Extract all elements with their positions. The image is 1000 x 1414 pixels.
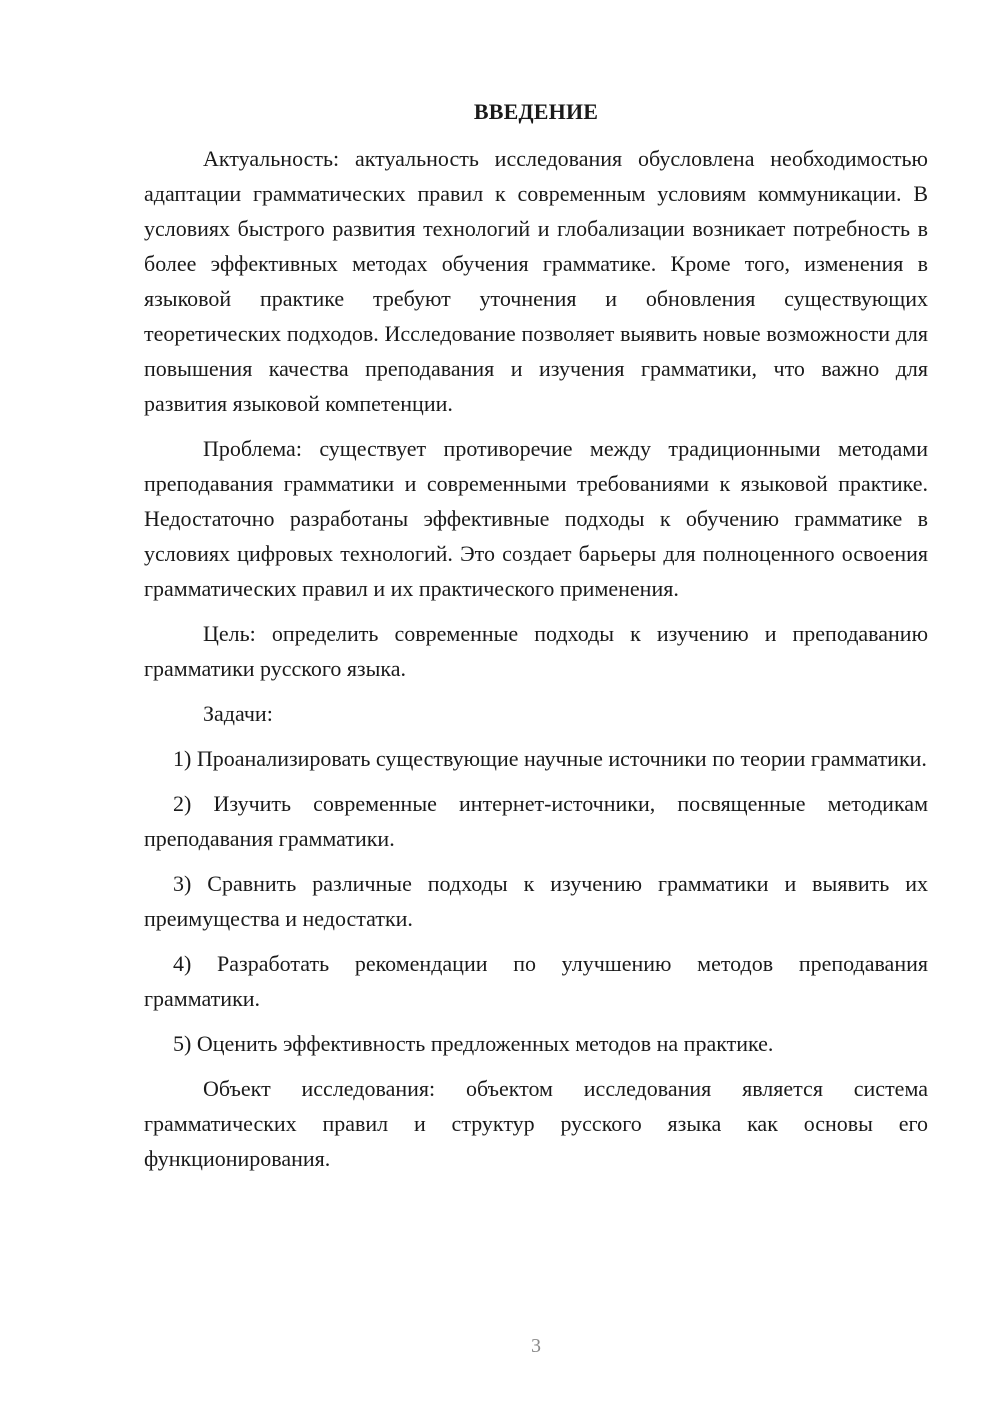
task-item-1: 1) Проанализировать существующие научные источники по теории грамматики.	[173, 746, 927, 771]
task-item-2: 2) Изучить современные интернет-источники, посвященные методикам преподавания грамматики.	[144, 791, 928, 851]
task-item-5: 5) Оценить эффективность предложенных методов на практике.	[173, 1031, 774, 1056]
goal-paragraph: Цель: определить современные подходы к изучению и преподаванию грамматики русского языка.	[144, 621, 928, 681]
relevance-paragraph: Актуальность: актуальность исследования обусловлена необходимостью адаптации грамматических правил к современным условиям коммуникации. В условиях быстрого развития технологий и глобализации возникает потребность в более эффективных методах обучения грамматике. Кроме того, изменения в языковой практике требуют уточнения и обновления существующих теоретических подходов. Исследование позволяет выявить новые возможности для повышения качества преподавания и изучения грамматики, что важно для развития языковой компетенции.	[144, 146, 928, 416]
task-item-3: 3) Сравнить различные подходы к изучению грамматики и выявить их преимущества и недостатки.	[144, 871, 928, 931]
problem-paragraph: Проблема: существует противоречие между традиционными методами преподавания грамматики и современными требованиями к языковой практике. Недостаточно разработаны эффективные подходы к обучению грамматике в условиях цифровых технологий. Это создает барьеры для полноценного освоения грамматических правил и их практического применения.	[144, 436, 928, 601]
page-content	[144, 94, 928, 1186]
section-heading: ВВЕДЕНИЕ	[473, 99, 599, 124]
tasks-label: Задачи:	[203, 701, 273, 726]
task-item-4: 4) Разработать рекомендации по улучшению методов преподавания грамматики.	[144, 951, 928, 1011]
object-paragraph: Объект исследования: объектом исследования является система грамматических правил и структур русского языка как основы его функционирования.	[144, 1076, 928, 1171]
page-number: 3	[531, 1335, 541, 1357]
